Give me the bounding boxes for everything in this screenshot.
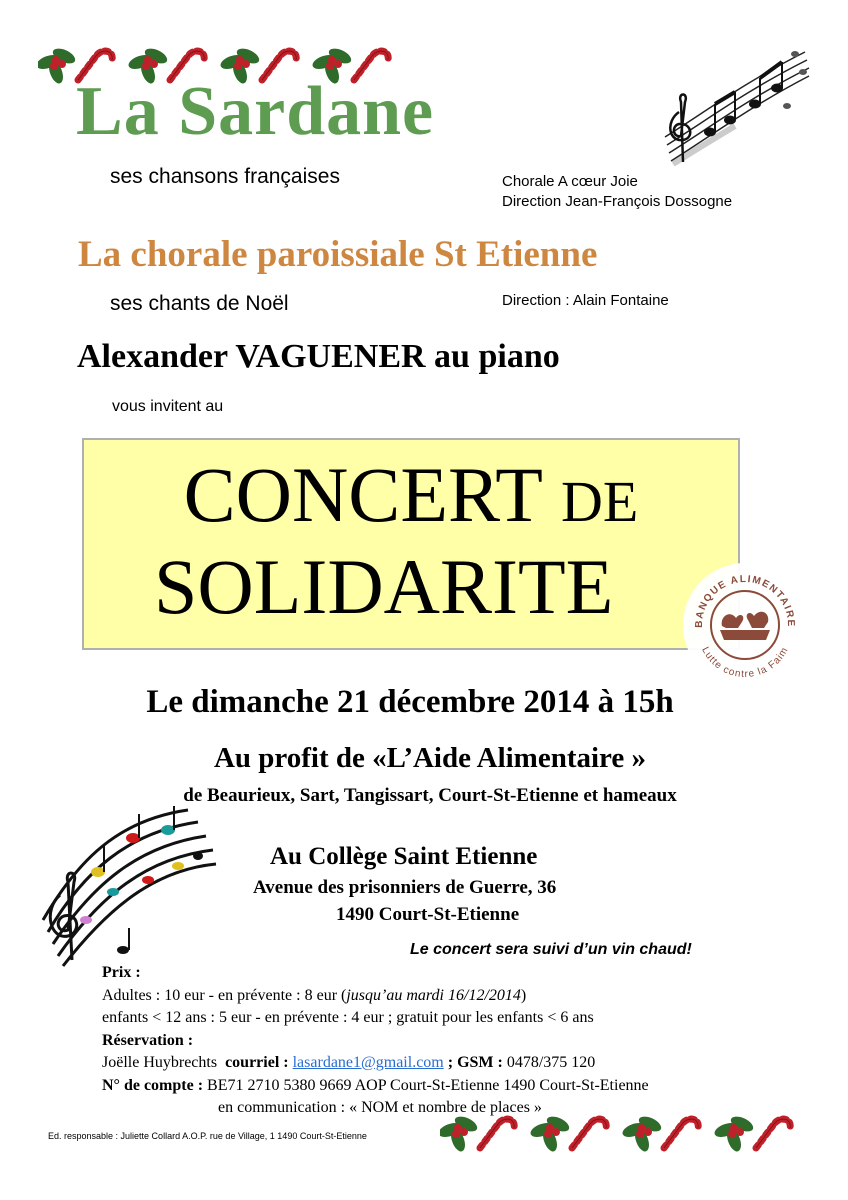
music-notes-icon <box>655 42 810 166</box>
concert-de-word: DE <box>561 469 639 534</box>
second-choir-direction: Direction : Alain Fontaine <box>502 292 669 309</box>
adult-price <box>102 985 649 1008</box>
price-reservation-info <box>102 962 649 1120</box>
pianist-line: Alexander VAGUENER au piano <box>77 338 560 375</box>
concert-title-line2: SOLIDARITE <box>154 543 614 630</box>
reservation-label: Réservation : <box>102 1031 194 1049</box>
email-link[interactable]: lasardane1@gmail.com <box>292 1054 444 1071</box>
venue-address: Avenue des prisonniers de Guerre, 36 <box>253 877 557 898</box>
prix-label: Prix : <box>102 964 141 981</box>
concert-banner <box>82 438 740 650</box>
contact-name: Joëlle Huybrechts <box>102 1054 226 1071</box>
event-date: Le dimanche 21 décembre 2014 à 15h <box>146 684 674 720</box>
adult-price-text: Adultes : 10 eur - en prévente : 8 eur ( <box>102 986 347 1004</box>
account-number: BE71 2710 5380 9669 AOP Court-St-Etienne 1490 Court-St-Etienne <box>207 1076 649 1094</box>
logo-text-bottom: Lutte contre la Faim <box>699 645 791 681</box>
invite-line: vous invitent au <box>112 398 224 415</box>
venue-name: Au Collège Saint Etienne <box>270 843 538 870</box>
courriel-label: courriel : <box>225 1054 293 1071</box>
concert-word: CONCERT <box>183 451 542 538</box>
vin-chaud-note: Le concert sera suivi d’un vin chaud! <box>410 941 692 958</box>
account-line <box>102 1075 649 1098</box>
adult-price-end: ) <box>520 986 527 1004</box>
choir-direction: Direction Jean-François Dossogne <box>502 193 733 210</box>
account-label: N° de compte : <box>102 1076 208 1094</box>
choir-info <box>502 172 732 212</box>
concert-title-line1 <box>84 452 738 545</box>
holly-candy-cane-border-icon <box>440 1110 812 1152</box>
gsm-label: ; GSM : <box>443 1054 507 1071</box>
communication-line: en communication : « NOM et nombre de places » <box>218 1099 542 1116</box>
event-beneficiary: Au profit de «L’Aide Alimentaire » <box>213 742 647 774</box>
subtitle-chansons: ses chansons françaises <box>110 165 340 188</box>
event-villages: de Beaurieux, Sart, Tangissart, Court-St-Etienne et hameaux <box>183 785 677 806</box>
page-title: La Sardane <box>76 73 435 150</box>
editor-responsible: Ed. responsable : Juliette Collard A.O.P. rue de Village, 1 1490 Court-St-Etienne <box>48 1131 367 1141</box>
child-price: enfants < 12 ans : 5 eur - en prévente : 4 eur ; gratuit pour les enfants < 6 ans <box>102 1009 594 1026</box>
contact-line <box>102 1052 649 1075</box>
food-bank-logo-icon <box>680 560 810 690</box>
presale-deadline: jusqu’au mardi 16/12/2014 <box>346 986 521 1004</box>
logo-text-top: BANQUE ALIMENTAIRE <box>693 573 797 628</box>
gsm-number: 0478/375 120 <box>506 1054 596 1071</box>
musical-staff-icon <box>38 800 218 970</box>
choir-name: Chorale A cœur Joie <box>502 173 638 190</box>
subtitle-noel: ses chants de Noël <box>110 292 289 315</box>
second-choir-title: La chorale paroissiale St Etienne <box>78 234 598 275</box>
venue-city: 1490 Court-St-Etienne <box>336 904 520 925</box>
